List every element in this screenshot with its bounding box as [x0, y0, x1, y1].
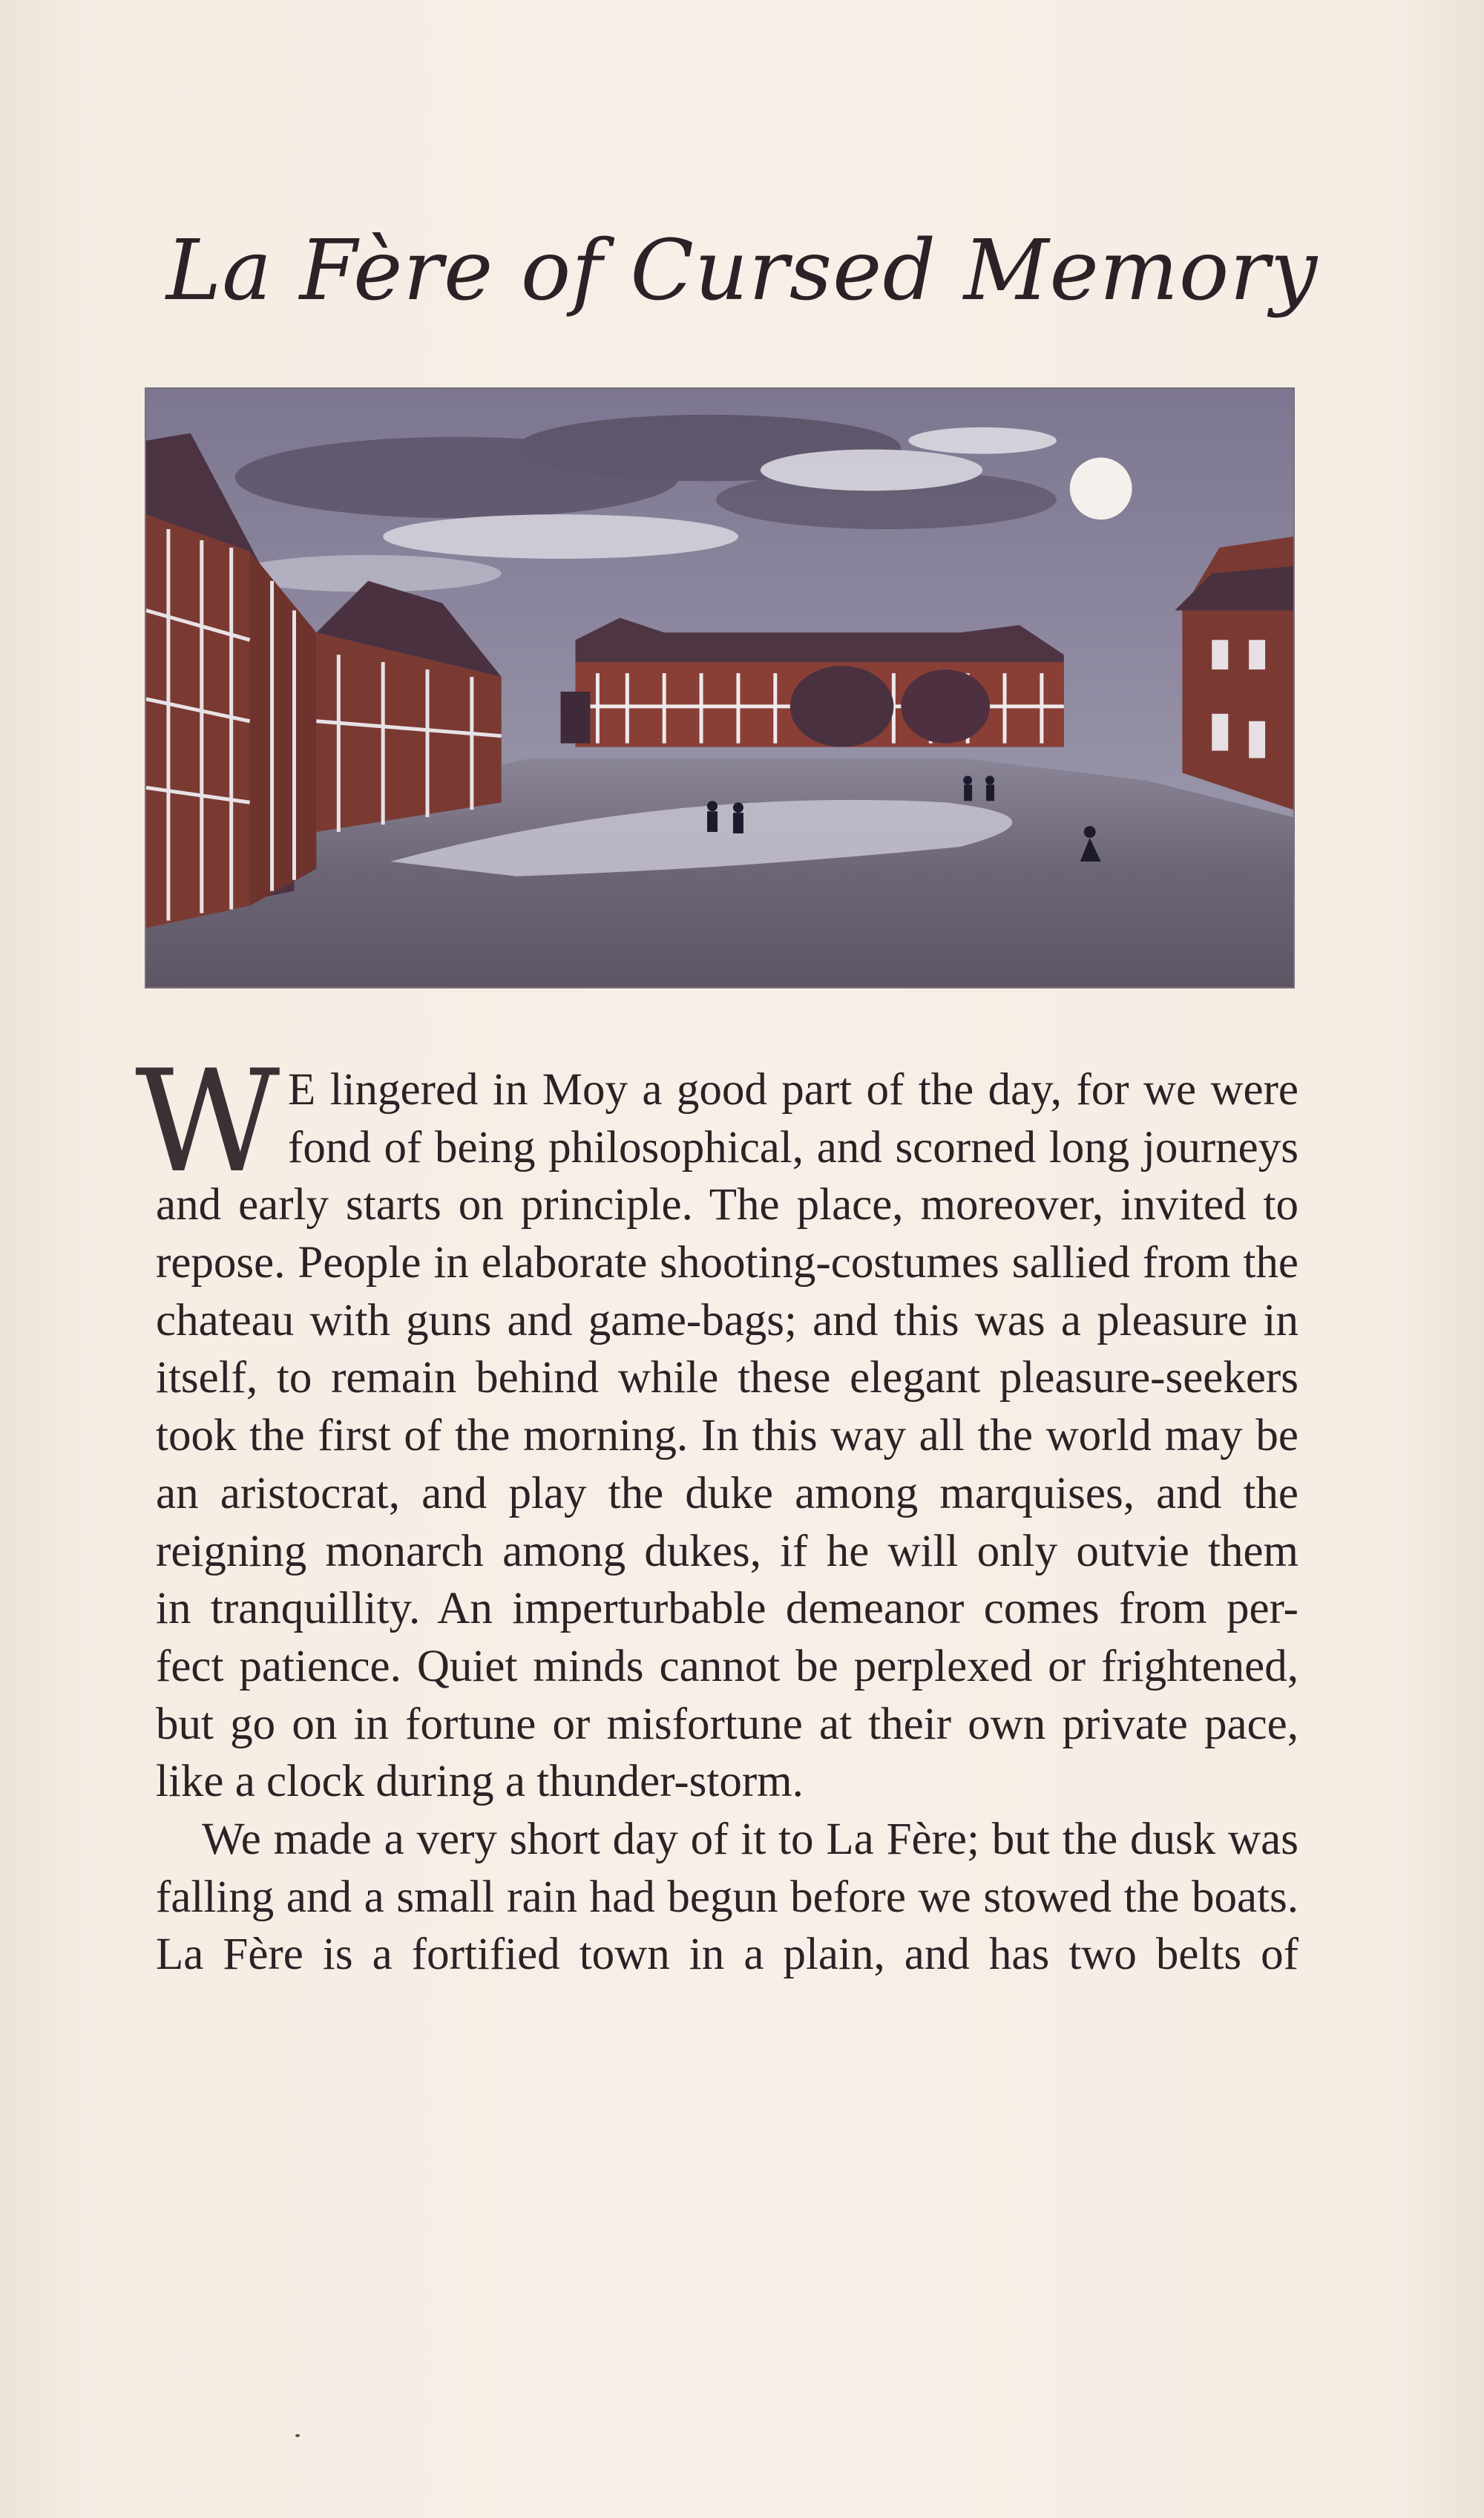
paragraph-1 — [156, 1061, 1298, 1811]
chapter-illustration — [145, 387, 1295, 988]
text-line: in tranquillity. An imperturbable demeanor comes from per- — [156, 1584, 1298, 1634]
text-line: reigning monarch among dukes, if he will only outvie them — [156, 1526, 1298, 1576]
paragraph-2 — [156, 1811, 1298, 1984]
text-line: fect patience. Quiet minds cannot be perplexed or frightened, — [156, 1641, 1298, 1691]
text-line: We made a very short day of it to La Fère; but the dusk was — [202, 1814, 1298, 1864]
text-line: took the first of the morning. In this way all the world may be — [156, 1411, 1298, 1461]
text-line: itself, to remain behind while these elegant pleasure-seekers — [156, 1353, 1298, 1403]
text-line: like a clock during a thunder-storm. — [156, 1757, 804, 1807]
moon — [1070, 458, 1132, 520]
chapter-title: La Fère of Cursed Memory — [165, 223, 1319, 319]
text-line: repose. People in elaborate shooting-costumes sallied from the — [156, 1238, 1298, 1288]
text-line: but go on in fortune or misfortune at their own private pace, — [156, 1699, 1298, 1749]
text-line: falling and a small rain had begun before we stowed the boats. — [156, 1872, 1298, 1922]
text-line: fond of being philosophical, and scorned long journeys — [288, 1122, 1298, 1173]
text-line: chateau with guns and game-bags; and this was a pleasure in — [156, 1295, 1298, 1345]
drop-cap: W — [135, 1040, 280, 1204]
chateau — [561, 617, 1064, 747]
body-text — [135, 1040, 1298, 1984]
paper-speck — [295, 2434, 300, 2437]
text-line: E lingered in Moy a good part of the day, for we were — [288, 1065, 1298, 1115]
text-line: La Fère is a fortified town in a plain, and has two belts of — [156, 1930, 1298, 1980]
text-line: and early starts on principle. The place, moreover, invited to — [156, 1180, 1298, 1230]
text-line: an aristocrat, and play the duke among marquises, and the — [156, 1468, 1298, 1518]
night-courtyard-image — [146, 389, 1293, 987]
